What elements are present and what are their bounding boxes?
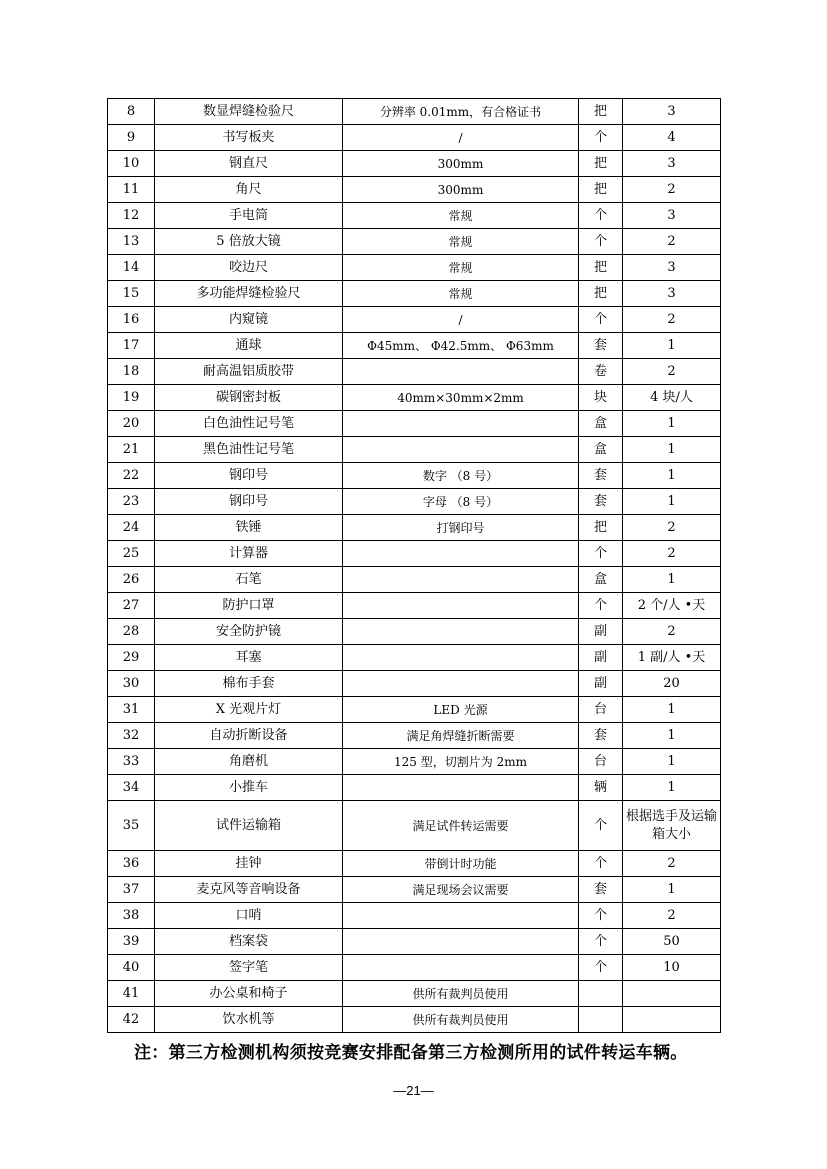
cell-unit: 套 — [579, 723, 623, 749]
cell-quantity — [623, 1007, 721, 1033]
cell-unit — [579, 981, 623, 1007]
cell-quantity: 2 — [623, 619, 721, 645]
cell-number: 26 — [108, 567, 155, 593]
cell-number: 38 — [108, 903, 155, 929]
cell-unit: 个 — [579, 307, 623, 333]
cell-quantity: 2 — [623, 903, 721, 929]
cell-specification: 满足试件转运需要 — [343, 801, 579, 851]
cell-quantity: 1 — [623, 567, 721, 593]
cell-unit: 个 — [579, 955, 623, 981]
cell-quantity: 2 — [623, 359, 721, 385]
table-row — [108, 333, 721, 359]
cell-number: 27 — [108, 593, 155, 619]
cell-item-name: 棉布手套 — [155, 671, 343, 697]
cell-number: 37 — [108, 877, 155, 903]
cell-unit: 个 — [579, 229, 623, 255]
cell-item-name: 档案袋 — [155, 929, 343, 955]
cell-item-name: X 光观片灯 — [155, 697, 343, 723]
cell-unit: 盒 — [579, 567, 623, 593]
cell-number: 41 — [108, 981, 155, 1007]
cell-unit: 副 — [579, 619, 623, 645]
cell-specification: 常规 — [343, 281, 579, 307]
cell-unit: 个 — [579, 541, 623, 567]
table-row — [108, 411, 721, 437]
cell-specification: 40mm×30mm×2mm — [343, 385, 579, 411]
cell-quantity: 2 — [623, 229, 721, 255]
table-row — [108, 463, 721, 489]
cell-quantity: 20 — [623, 671, 721, 697]
cell-quantity: 1 副/人 •天 — [623, 645, 721, 671]
table-row — [108, 515, 721, 541]
cell-quantity: 1 — [623, 333, 721, 359]
cell-unit: 台 — [579, 697, 623, 723]
table-row — [108, 99, 721, 125]
cell-specification: 常规 — [343, 229, 579, 255]
cell-specification — [343, 541, 579, 567]
cell-item-name: 铁锤 — [155, 515, 343, 541]
cell-specification — [343, 645, 579, 671]
cell-quantity: 2 — [623, 515, 721, 541]
table-row — [108, 801, 721, 851]
cell-specification: 常规 — [343, 255, 579, 281]
cell-item-name: 手电筒 — [155, 203, 343, 229]
table-row — [108, 489, 721, 515]
cell-specification — [343, 567, 579, 593]
cell-unit: 个 — [579, 929, 623, 955]
cell-unit: 把 — [579, 151, 623, 177]
cell-unit: 套 — [579, 877, 623, 903]
cell-item-name: 钢印号 — [155, 489, 343, 515]
cell-item-name: 自动折断设备 — [155, 723, 343, 749]
cell-specification — [343, 593, 579, 619]
cell-quantity: 3 — [623, 255, 721, 281]
cell-unit: 套 — [579, 463, 623, 489]
footnote: 注：第三方检测机构须按竞赛安排配备第三方检测所用的试件转运车辆。 — [134, 1043, 688, 1063]
table-row — [108, 723, 721, 749]
cell-number: 39 — [108, 929, 155, 955]
cell-quantity: 1 — [623, 697, 721, 723]
table-row — [108, 567, 721, 593]
table-row — [108, 697, 721, 723]
cell-unit: 把 — [579, 281, 623, 307]
cell-item-name: 签字笔 — [155, 955, 343, 981]
cell-specification: 打钢印号 — [343, 515, 579, 541]
cell-number: 28 — [108, 619, 155, 645]
table-row — [108, 125, 721, 151]
cell-quantity: 1 — [623, 411, 721, 437]
cell-unit: 套 — [579, 489, 623, 515]
table-row — [108, 593, 721, 619]
table-row — [108, 1007, 721, 1033]
cell-number: 15 — [108, 281, 155, 307]
cell-specification: 分辨率 0.01mm，有合格证书 — [343, 99, 579, 125]
cell-unit: 个 — [579, 203, 623, 229]
cell-item-name: 黑色油性记号笔 — [155, 437, 343, 463]
cell-number: 9 — [108, 125, 155, 151]
table-row — [108, 645, 721, 671]
cell-item-name: 计算器 — [155, 541, 343, 567]
cell-unit: 个 — [579, 903, 623, 929]
cell-unit: 把 — [579, 177, 623, 203]
cell-number: 13 — [108, 229, 155, 255]
cell-unit: 把 — [579, 255, 623, 281]
cell-quantity: 4 — [623, 125, 721, 151]
cell-number: 21 — [108, 437, 155, 463]
cell-unit: 块 — [579, 385, 623, 411]
table-row — [108, 281, 721, 307]
cell-specification: 供所有裁判员使用 — [343, 1007, 579, 1033]
cell-unit — [579, 1007, 623, 1033]
cell-quantity: 4 块/人 — [623, 385, 721, 411]
cell-number: 14 — [108, 255, 155, 281]
cell-number: 24 — [108, 515, 155, 541]
cell-item-name: 通球 — [155, 333, 343, 359]
cell-unit: 个 — [579, 593, 623, 619]
equipment-table-body — [108, 99, 721, 1033]
cell-item-name: 角尺 — [155, 177, 343, 203]
cell-specification — [343, 619, 579, 645]
table-row — [108, 619, 721, 645]
table-row — [108, 151, 721, 177]
table-row — [108, 541, 721, 567]
table-row — [108, 307, 721, 333]
cell-quantity: 2 — [623, 541, 721, 567]
table-row — [108, 203, 721, 229]
cell-number: 18 — [108, 359, 155, 385]
equipment-table — [107, 98, 721, 1033]
cell-specification: 数字 （8 号） — [343, 463, 579, 489]
cell-unit: 套 — [579, 333, 623, 359]
cell-number: 31 — [108, 697, 155, 723]
cell-quantity: 2 — [623, 307, 721, 333]
cell-item-name: 试件运输箱 — [155, 801, 343, 851]
cell-item-name: 耳塞 — [155, 645, 343, 671]
cell-number: 33 — [108, 749, 155, 775]
cell-specification — [343, 359, 579, 385]
cell-specification: 满足现场会议需要 — [343, 877, 579, 903]
cell-item-name: 安全防护镜 — [155, 619, 343, 645]
table-row — [108, 749, 721, 775]
cell-number: 22 — [108, 463, 155, 489]
cell-specification: 字母 （8 号） — [343, 489, 579, 515]
cell-quantity — [623, 981, 721, 1007]
cell-quantity: 1 — [623, 463, 721, 489]
cell-item-name: 石笔 — [155, 567, 343, 593]
cell-item-name: 内窥镜 — [155, 307, 343, 333]
cell-specification: / — [343, 307, 579, 333]
table-row — [108, 229, 721, 255]
cell-quantity: 1 — [623, 749, 721, 775]
cell-item-name: 咬边尺 — [155, 255, 343, 281]
cell-specification — [343, 929, 579, 955]
cell-quantity: 1 — [623, 877, 721, 903]
cell-quantity: 3 — [623, 203, 721, 229]
cell-item-name: 小推车 — [155, 775, 343, 801]
cell-number: 34 — [108, 775, 155, 801]
cell-specification — [343, 671, 579, 697]
cell-unit: 辆 — [579, 775, 623, 801]
cell-unit: 副 — [579, 645, 623, 671]
cell-quantity: 1 — [623, 489, 721, 515]
cell-specification: 300mm — [343, 177, 579, 203]
cell-number: 35 — [108, 801, 155, 851]
cell-number: 40 — [108, 955, 155, 981]
table-row — [108, 929, 721, 955]
cell-unit: 把 — [579, 515, 623, 541]
cell-specification: 供所有裁判员使用 — [343, 981, 579, 1007]
cell-unit: 个 — [579, 125, 623, 151]
cell-number: 19 — [108, 385, 155, 411]
cell-specification: / — [343, 125, 579, 151]
table-row — [108, 359, 721, 385]
cell-item-name: 耐高温铝质胶带 — [155, 359, 343, 385]
cell-specification: 满足角焊缝折断需要 — [343, 723, 579, 749]
cell-item-name: 数显焊缝检验尺 — [155, 99, 343, 125]
table-row — [108, 255, 721, 281]
cell-specification: 带倒计时功能 — [343, 851, 579, 877]
cell-specification — [343, 775, 579, 801]
cell-number: 32 — [108, 723, 155, 749]
page-number: —21— — [393, 1083, 434, 1098]
cell-unit: 盒 — [579, 411, 623, 437]
cell-item-name: 防护口罩 — [155, 593, 343, 619]
cell-unit: 个 — [579, 851, 623, 877]
cell-number: 30 — [108, 671, 155, 697]
cell-specification — [343, 903, 579, 929]
table-row — [108, 955, 721, 981]
cell-unit: 台 — [579, 749, 623, 775]
cell-specification — [343, 955, 579, 981]
cell-specification: 常规 — [343, 203, 579, 229]
table-row — [108, 877, 721, 903]
table-row — [108, 437, 721, 463]
cell-specification: 300mm — [343, 151, 579, 177]
cell-item-name: 白色油性记号笔 — [155, 411, 343, 437]
cell-unit: 个 — [579, 801, 623, 851]
cell-item-name: 麦克风等音响设备 — [155, 877, 343, 903]
table-row — [108, 903, 721, 929]
table-row — [108, 775, 721, 801]
cell-item-name: 饮水机等 — [155, 1007, 343, 1033]
cell-unit: 把 — [579, 99, 623, 125]
cell-unit: 卷 — [579, 359, 623, 385]
table-row — [108, 981, 721, 1007]
cell-quantity: 3 — [623, 281, 721, 307]
table-row — [108, 851, 721, 877]
cell-number: 23 — [108, 489, 155, 515]
cell-specification — [343, 437, 579, 463]
cell-quantity: 根据选手及运输箱大小 — [623, 801, 721, 851]
cell-specification: LED 光源 — [343, 697, 579, 723]
table-row — [108, 671, 721, 697]
cell-item-name: 钢印号 — [155, 463, 343, 489]
cell-specification — [343, 411, 579, 437]
cell-quantity: 2 — [623, 177, 721, 203]
cell-quantity: 3 — [623, 151, 721, 177]
cell-quantity: 1 — [623, 775, 721, 801]
cell-number: 29 — [108, 645, 155, 671]
cell-number: 11 — [108, 177, 155, 203]
cell-quantity: 3 — [623, 99, 721, 125]
cell-number: 20 — [108, 411, 155, 437]
cell-unit: 副 — [579, 671, 623, 697]
cell-quantity: 2 — [623, 851, 721, 877]
cell-quantity: 1 — [623, 437, 721, 463]
cell-item-name: 办公桌和椅子 — [155, 981, 343, 1007]
cell-number: 17 — [108, 333, 155, 359]
cell-item-name: 5 倍放大镜 — [155, 229, 343, 255]
cell-specification: 125 型，切割片为 2mm — [343, 749, 579, 775]
cell-item-name: 书写板夹 — [155, 125, 343, 151]
cell-number: 8 — [108, 99, 155, 125]
cell-quantity: 2 个/人 •天 — [623, 593, 721, 619]
table-row — [108, 385, 721, 411]
cell-item-name: 钢直尺 — [155, 151, 343, 177]
cell-number: 16 — [108, 307, 155, 333]
cell-number: 42 — [108, 1007, 155, 1033]
cell-item-name: 碳钢密封板 — [155, 385, 343, 411]
cell-quantity: 50 — [623, 929, 721, 955]
table-row — [108, 177, 721, 203]
cell-unit: 盒 — [579, 437, 623, 463]
cell-number: 12 — [108, 203, 155, 229]
cell-item-name: 挂钟 — [155, 851, 343, 877]
cell-specification: Φ45mm、 Φ42.5mm、 Φ63mm — [343, 333, 579, 359]
cell-quantity: 10 — [623, 955, 721, 981]
cell-item-name: 多功能焊缝检验尺 — [155, 281, 343, 307]
cell-item-name: 口哨 — [155, 903, 343, 929]
cell-number: 10 — [108, 151, 155, 177]
cell-item-name: 角磨机 — [155, 749, 343, 775]
cell-quantity: 1 — [623, 723, 721, 749]
cell-number: 25 — [108, 541, 155, 567]
cell-number: 36 — [108, 851, 155, 877]
